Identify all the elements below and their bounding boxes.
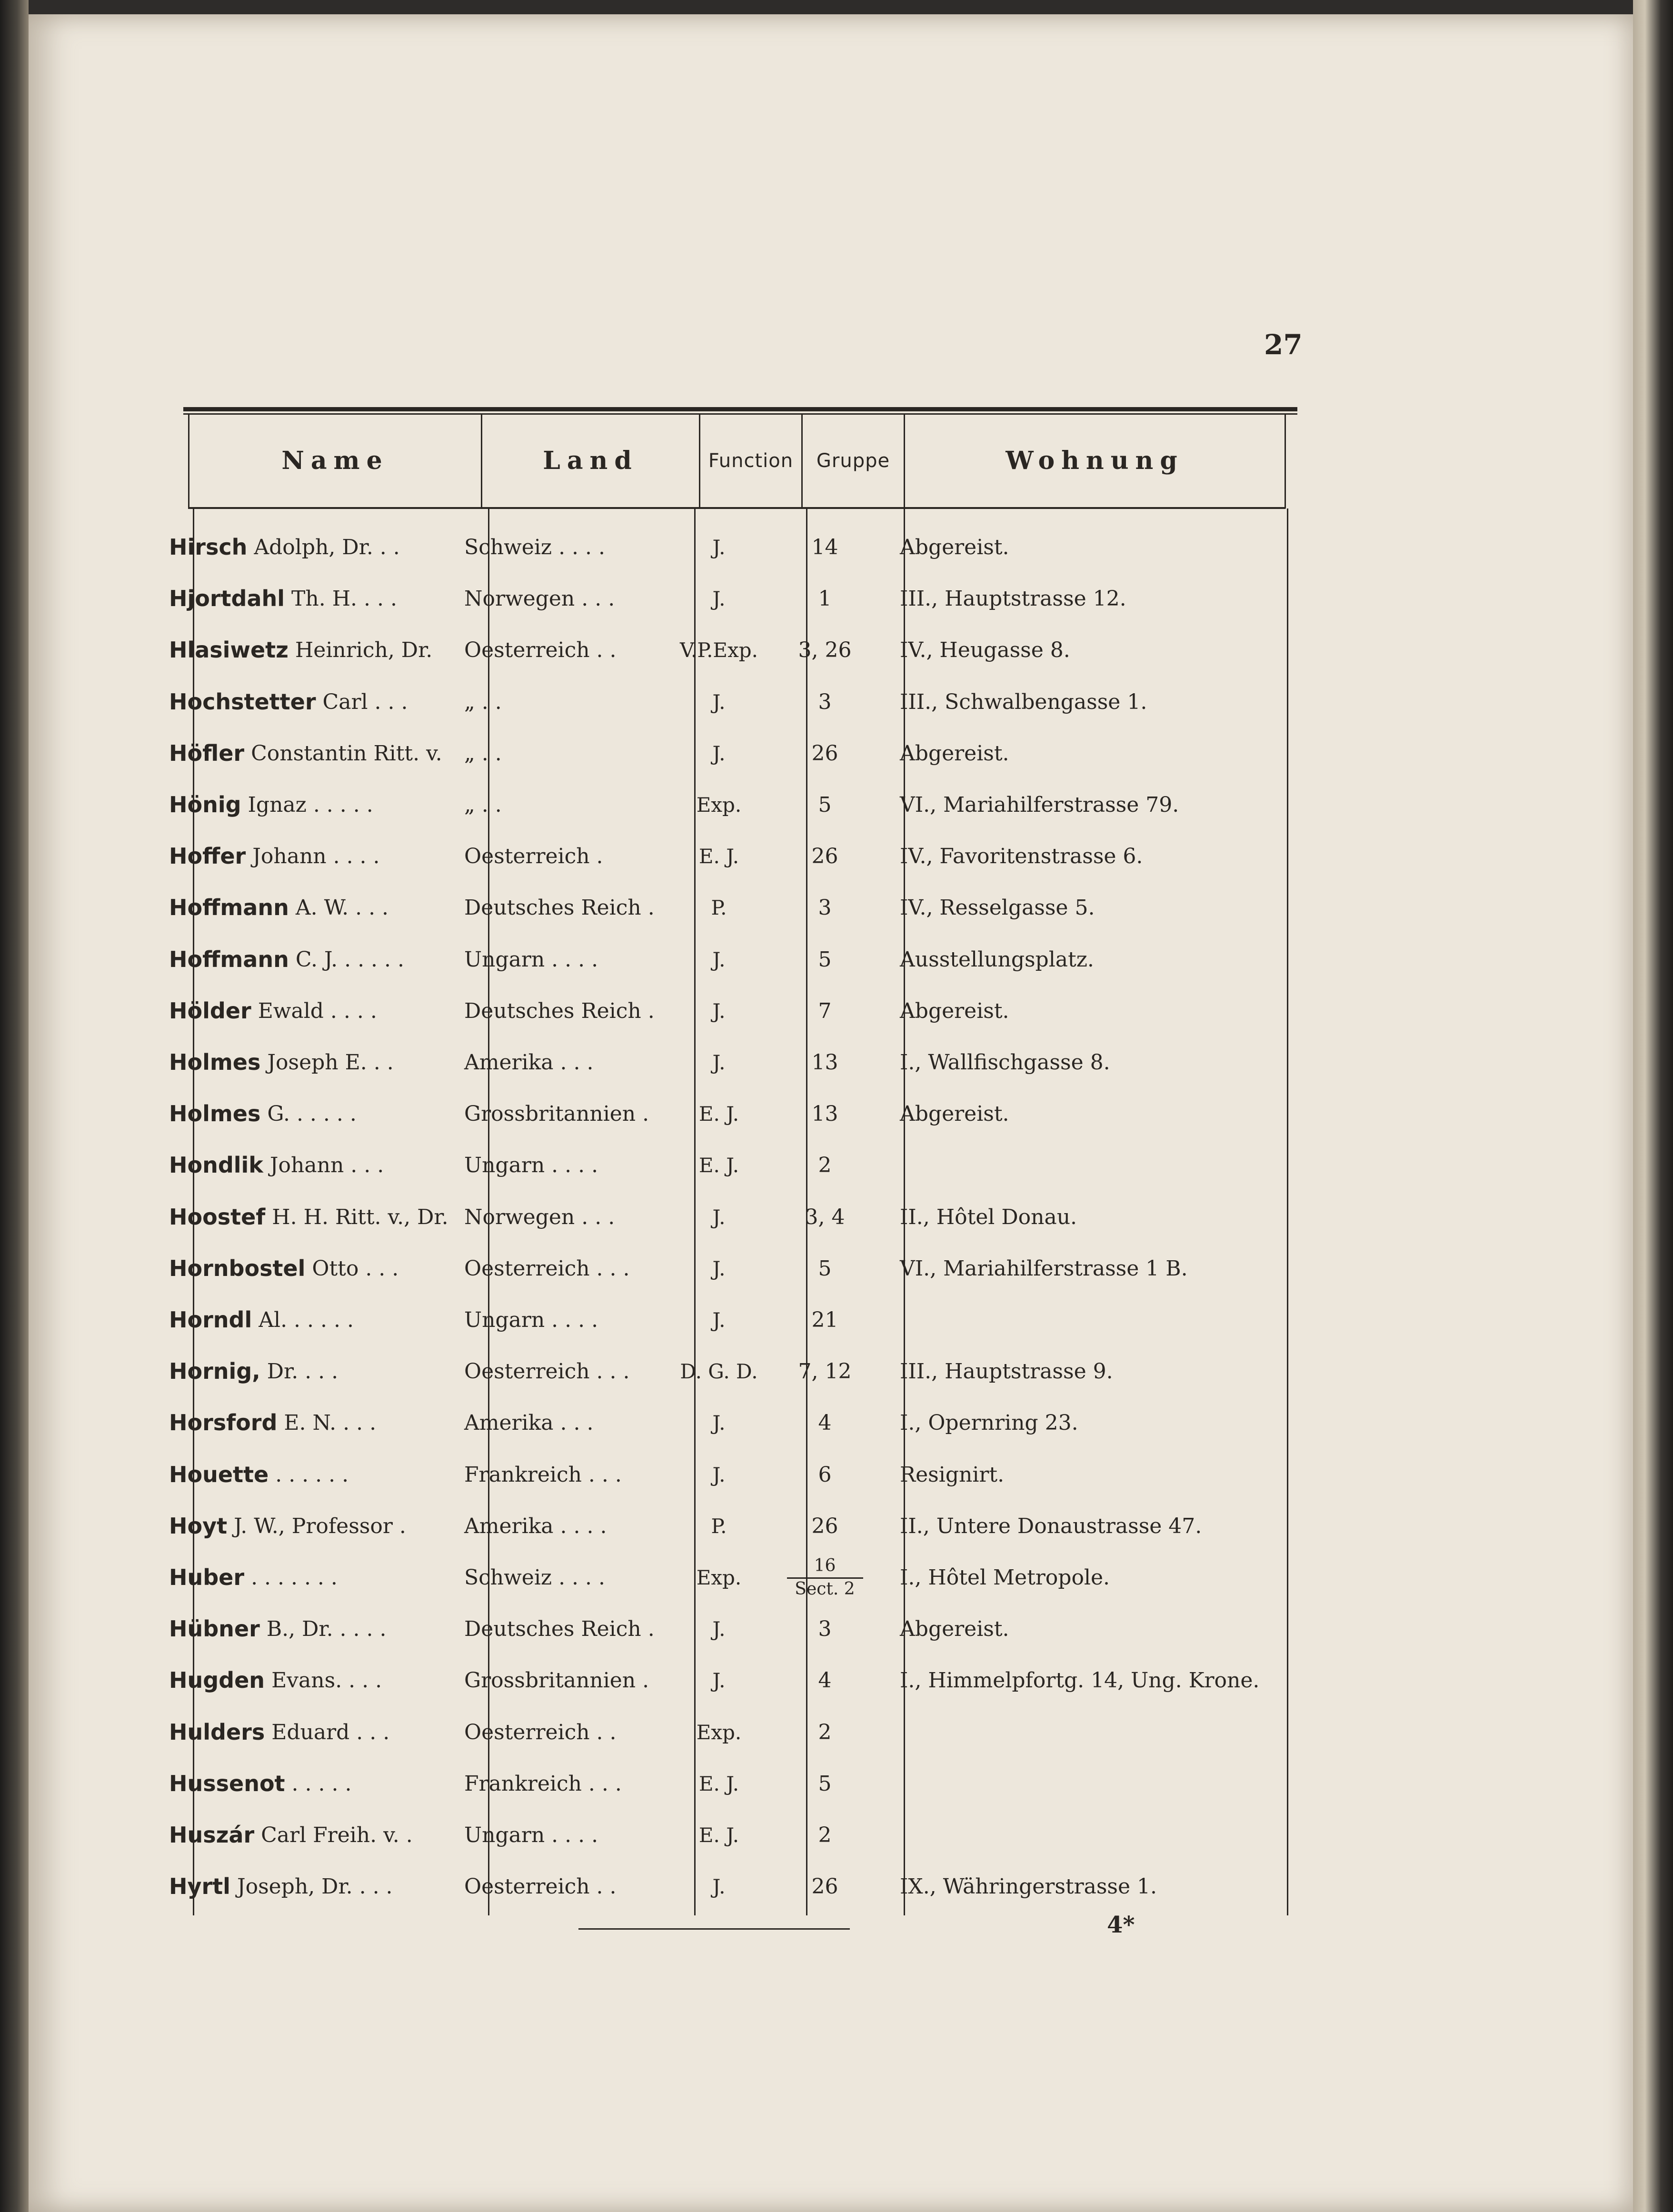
gruppe-cell: 5: [818, 1256, 832, 1281]
wohnung-cell: Abgereist.: [900, 1616, 1009, 1641]
land-cell: Oesterreich . . .: [464, 1359, 630, 1384]
surname: Höfler: [169, 740, 245, 766]
gruppe-cell: 4: [818, 1410, 832, 1435]
gruppe-cell: 2: [818, 1153, 832, 1177]
land-cell: Oesterreich . .: [464, 1720, 617, 1744]
given-name: C. J. . . . . .: [295, 947, 404, 972]
function-cell: J.: [712, 999, 726, 1023]
function-cell: E. J.: [698, 844, 739, 868]
land-cell: Ungarn . . . .: [464, 947, 598, 972]
header-name: Name: [281, 446, 389, 475]
wohnung-cell: II., Hôtel Donau.: [900, 1205, 1077, 1229]
land-cell: Ungarn . . . .: [464, 1153, 598, 1177]
name-cell: [169, 779, 481, 830]
given-name: Otto . . .: [312, 1256, 399, 1281]
land-cell: „ . .: [464, 792, 502, 817]
header-function: Function: [708, 449, 794, 472]
gruppe-cell: 7, 12: [798, 1359, 852, 1384]
name-cell: [169, 830, 481, 882]
given-name: H. H. Ritt. v., Dr.: [272, 1205, 448, 1229]
table-row: [0, 1449, 1604, 1500]
function-cell: J.: [712, 535, 726, 559]
surname: Hübner: [169, 1616, 260, 1642]
function-cell: J.: [712, 741, 726, 765]
gruppe-cell: 6: [818, 1462, 832, 1487]
wohnung-cell: Abgereist.: [900, 535, 1009, 559]
name-cell: [169, 1345, 481, 1397]
surname: Holmes: [169, 1101, 261, 1126]
gruppe-cell: 26: [811, 1514, 838, 1538]
land-cell: Deutsches Reich .: [464, 895, 655, 920]
table-row: [0, 521, 1604, 573]
gruppe-cell: 2: [818, 1720, 832, 1744]
gruppe-value: 16: [787, 1557, 863, 1579]
gruppe-cell: 5: [818, 792, 832, 817]
table-row: [0, 1397, 1604, 1448]
surname: Hornig,: [169, 1358, 260, 1384]
given-name: Adolph, Dr. . .: [254, 535, 400, 559]
name-cell: [169, 573, 481, 624]
page-number: 27: [1264, 329, 1303, 361]
gruppe-cell: 5: [818, 1771, 832, 1796]
wohnung-cell: I., Wallfischgasse 8.: [900, 1050, 1110, 1075]
name-cell: [169, 1552, 481, 1603]
function-cell: J.: [712, 1205, 726, 1229]
surname: Hlasiwetz: [169, 637, 289, 663]
function-cell: Exp.: [696, 1565, 742, 1589]
wohnung-cell: VI., Mariahilferstrasse 79.: [900, 792, 1179, 817]
land-cell: Oesterreich .: [464, 844, 603, 868]
land-cell: Oesterreich . .: [464, 1874, 617, 1899]
table-top-rule: [183, 407, 1297, 411]
function-cell: E. J.: [698, 1102, 739, 1126]
gruppe-section: Sect. 2: [795, 1579, 855, 1599]
surname: Huszár: [169, 1822, 255, 1848]
name-cell: [169, 1809, 481, 1861]
surname: Holmes: [169, 1049, 261, 1075]
gruppe-cell: 14: [811, 535, 838, 559]
name-cell: [169, 1706, 481, 1758]
wohnung-cell: I., Hôtel Metropole.: [900, 1565, 1110, 1590]
gruppe-cell: 13: [811, 1101, 838, 1126]
gruppe-cell: 3, 4: [805, 1205, 845, 1229]
name-cell: [169, 1036, 481, 1088]
land-cell: Frankreich . . .: [464, 1462, 622, 1487]
given-name: Joseph, Dr. . . .: [237, 1874, 393, 1899]
table-row: [0, 830, 1604, 882]
table-row: [0, 1758, 1604, 1809]
wohnung-cell: Abgereist.: [900, 741, 1009, 766]
land-cell: Schweiz . . . .: [464, 535, 605, 559]
gruppe-cell: 2: [818, 1823, 832, 1847]
name-cell: [169, 727, 481, 779]
function-cell: E. J.: [698, 1772, 739, 1795]
function-cell: J.: [712, 1411, 726, 1435]
given-name: Ignaz . . . . .: [248, 792, 373, 817]
table-row: [0, 676, 1604, 727]
wohnung-cell: IV., Resselgasse 5.: [900, 895, 1095, 920]
name-cell: [169, 676, 481, 727]
table-row: [0, 624, 1604, 676]
land-cell: Oesterreich . .: [464, 638, 617, 662]
land-cell: Schweiz . . . .: [464, 1565, 605, 1590]
surname: Houette: [169, 1462, 269, 1487]
gruppe-cell: 3: [818, 689, 832, 714]
surname: Hönig: [169, 792, 241, 817]
header-gruppe: Gruppe: [816, 449, 890, 472]
name-cell: [169, 1294, 481, 1345]
gruppe-cell: 3: [818, 895, 832, 920]
wohnung-cell: III., Hauptstrasse 12.: [900, 586, 1126, 611]
gruppe-cell: 26: [811, 1874, 838, 1899]
given-name: Ewald . . . .: [258, 998, 377, 1023]
land-cell: Norwegen . . .: [464, 1205, 615, 1229]
table-row: [0, 1036, 1604, 1088]
wohnung-cell: [900, 1139, 1309, 1191]
function-cell: Exp.: [696, 793, 742, 817]
given-name: G. . . . . .: [267, 1101, 357, 1126]
table-row: [0, 1500, 1604, 1552]
function-cell: P.: [711, 1514, 727, 1538]
gruppe-cell: 3: [818, 1616, 832, 1641]
wohnung-cell: [900, 1758, 1309, 1809]
surname: Hjortdahl: [169, 586, 285, 611]
wohnung-cell: IX., Währingerstrasse 1.: [900, 1874, 1157, 1899]
function-cell: P.: [711, 896, 727, 919]
gruppe-cell: 7: [818, 998, 832, 1023]
gruppe-cell: 13: [811, 1050, 838, 1075]
function-cell: J.: [712, 1617, 726, 1641]
table-row: [0, 1706, 1604, 1758]
function-cell: J.: [712, 1668, 726, 1692]
footer-rule: [578, 1928, 850, 1930]
function-cell: J.: [712, 1874, 726, 1898]
surname: Hyrtl: [169, 1873, 230, 1899]
surname: Horsford: [169, 1410, 278, 1435]
page-edge: [1633, 0, 1673, 2212]
land-cell: „ . .: [464, 741, 502, 766]
table-row: [0, 1243, 1604, 1294]
surname: Hölder: [169, 998, 251, 1024]
gruppe-cell: 5: [818, 947, 832, 972]
table-row: [0, 882, 1604, 933]
function-cell: J.: [712, 1308, 726, 1332]
gruppe-cell: 4: [818, 1668, 832, 1693]
surname: Hugden: [169, 1667, 265, 1693]
surname: Hondlik: [169, 1152, 263, 1178]
header-wohnung: Wohnung: [1006, 446, 1184, 475]
land-cell: Frankreich . . .: [464, 1771, 622, 1796]
surname: Hirsch: [169, 534, 248, 560]
table-row: [0, 1139, 1604, 1191]
given-name: Al. . . . . .: [259, 1307, 354, 1332]
land-cell: Amerika . . .: [464, 1410, 594, 1435]
surname: Horndl: [169, 1307, 252, 1333]
given-name: E. N. . . .: [284, 1410, 377, 1435]
name-cell: [169, 1397, 481, 1448]
function-cell: V.P.Exp.: [679, 638, 758, 662]
given-name: Eduard . . .: [271, 1720, 390, 1744]
wohnung-cell: IV., Heugasse 8.: [900, 638, 1070, 662]
name-cell: [169, 1500, 481, 1552]
name-cell: [169, 1603, 481, 1654]
table-row: [0, 1345, 1604, 1397]
given-name: J. W., Professor .: [234, 1514, 406, 1538]
table-row: [0, 1809, 1604, 1861]
table-row: [0, 727, 1604, 779]
table-row: [0, 573, 1604, 624]
wohnung-cell: Ausstellungsplatz.: [900, 947, 1094, 972]
name-cell: [169, 934, 481, 985]
name-cell: [169, 1654, 481, 1706]
given-name: . . . . . .: [275, 1462, 349, 1487]
table-row: [0, 779, 1604, 830]
land-cell: Ungarn . . . .: [464, 1307, 598, 1332]
name-cell: [169, 1861, 481, 1912]
wohnung-cell: I., Opernring 23.: [900, 1410, 1078, 1435]
name-cell: [169, 1243, 481, 1294]
land-cell: Ungarn . . . .: [464, 1823, 598, 1847]
surname: Hoostef: [169, 1204, 266, 1230]
function-cell: D. G. D.: [680, 1359, 758, 1383]
land-cell: Deutsches Reich .: [464, 1616, 655, 1641]
name-cell: [169, 624, 481, 676]
gruppe-cell: 26: [811, 741, 838, 766]
wohnung-cell: VI., Mariahilferstrasse 1 B.: [900, 1256, 1188, 1281]
wohnung-cell: [900, 1294, 1309, 1345]
wohnung-cell: I., Himmelpfortg. 14, Ung. Krone.: [900, 1668, 1260, 1693]
given-name: Constantin Ritt. v.: [251, 741, 442, 766]
given-name: . . . . .: [291, 1771, 352, 1796]
function-cell: J.: [712, 1463, 726, 1486]
function-cell: J.: [712, 690, 726, 714]
surname: Hoffmann: [169, 895, 289, 920]
wohnung-cell: [900, 1809, 1309, 1861]
name-cell: [169, 882, 481, 933]
given-name: A. W. . . .: [295, 895, 389, 920]
name-cell: [169, 1449, 481, 1500]
wohnung-cell: IV., Favoritenstrasse 6.: [900, 844, 1143, 868]
given-name: Johann . . . .: [252, 844, 380, 868]
wohnung-cell: [900, 1706, 1309, 1758]
land-cell: Amerika . . . .: [464, 1514, 607, 1538]
surname: Hornbostel: [169, 1255, 306, 1281]
header-land: Land: [543, 446, 638, 475]
given-name: Evans. . . .: [271, 1668, 382, 1693]
surname: Hulders: [169, 1719, 265, 1745]
wohnung-cell: II., Untere Donaustrasse 47.: [900, 1514, 1202, 1538]
name-cell: [169, 1191, 481, 1243]
surname: Hoffmann: [169, 947, 289, 972]
surname: Hussenot: [169, 1771, 285, 1796]
land-cell: Amerika . . .: [464, 1050, 594, 1075]
wohnung-cell: Abgereist.: [900, 1101, 1009, 1126]
surname: Hochstetter: [169, 689, 316, 715]
wohnung-cell: Resignirt.: [900, 1462, 1005, 1487]
name-cell: [169, 521, 481, 573]
given-name: Carl . . .: [322, 689, 408, 714]
surname: Hoffer: [169, 843, 246, 869]
signature-mark: 4*: [1107, 1912, 1135, 1938]
function-cell: J.: [712, 1050, 726, 1074]
given-name: . . . . . . .: [251, 1565, 338, 1590]
table-row: [0, 1088, 1604, 1139]
table-row: [0, 934, 1604, 985]
table-row: [0, 1294, 1604, 1345]
gruppe-cell: 1: [818, 586, 832, 611]
gruppe-cell: 26: [811, 844, 838, 868]
table-row: [0, 985, 1604, 1036]
land-cell: Grossbritannien .: [464, 1101, 649, 1126]
function-cell: E. J.: [698, 1823, 739, 1847]
given-name: Th. H. . . .: [291, 586, 397, 611]
table-row: [0, 1191, 1604, 1243]
land-cell: „ . .: [464, 689, 502, 714]
gruppe-cell: [776, 1552, 874, 1603]
land-cell: Norwegen . . .: [464, 586, 615, 611]
header-bottom-rule: [188, 507, 1285, 509]
function-cell: E. J.: [698, 1153, 739, 1177]
land-cell: Oesterreich . . .: [464, 1256, 630, 1281]
given-name: B., Dr. . . . .: [266, 1616, 387, 1641]
given-name: Carl Freih. v. .: [261, 1823, 413, 1847]
wohnung-cell: III., Schwalbengasse 1.: [900, 689, 1147, 714]
given-name: Joseph E. . .: [267, 1050, 394, 1075]
wohnung-cell: III., Hauptstrasse 9.: [900, 1359, 1113, 1384]
function-cell: J.: [712, 947, 726, 971]
surname: Huber: [169, 1564, 245, 1590]
name-cell: [169, 1088, 481, 1139]
given-name: Heinrich, Dr.: [295, 638, 433, 662]
wohnung-cell: Abgereist.: [900, 998, 1009, 1023]
function-cell: J.: [712, 1256, 726, 1280]
gruppe-cell: 21: [811, 1307, 838, 1332]
surname: Hoyt: [169, 1513, 228, 1539]
given-name: Dr. . . .: [267, 1359, 339, 1384]
header-divider-right: [1285, 413, 1286, 508]
table-row: [0, 1861, 1604, 1912]
table-row: [0, 1603, 1604, 1654]
name-cell: [169, 1139, 481, 1191]
gruppe-cell: 3, 26: [798, 638, 852, 662]
given-name: Johann . . .: [269, 1153, 384, 1177]
table-row: [0, 1552, 1604, 1603]
name-cell: [169, 1758, 481, 1809]
function-cell: Exp.: [696, 1720, 742, 1744]
table-row: [0, 1654, 1604, 1706]
name-cell: [169, 985, 481, 1036]
land-cell: Deutsches Reich .: [464, 998, 655, 1023]
land-cell: Grossbritannien .: [464, 1668, 649, 1693]
function-cell: J.: [712, 587, 726, 610]
